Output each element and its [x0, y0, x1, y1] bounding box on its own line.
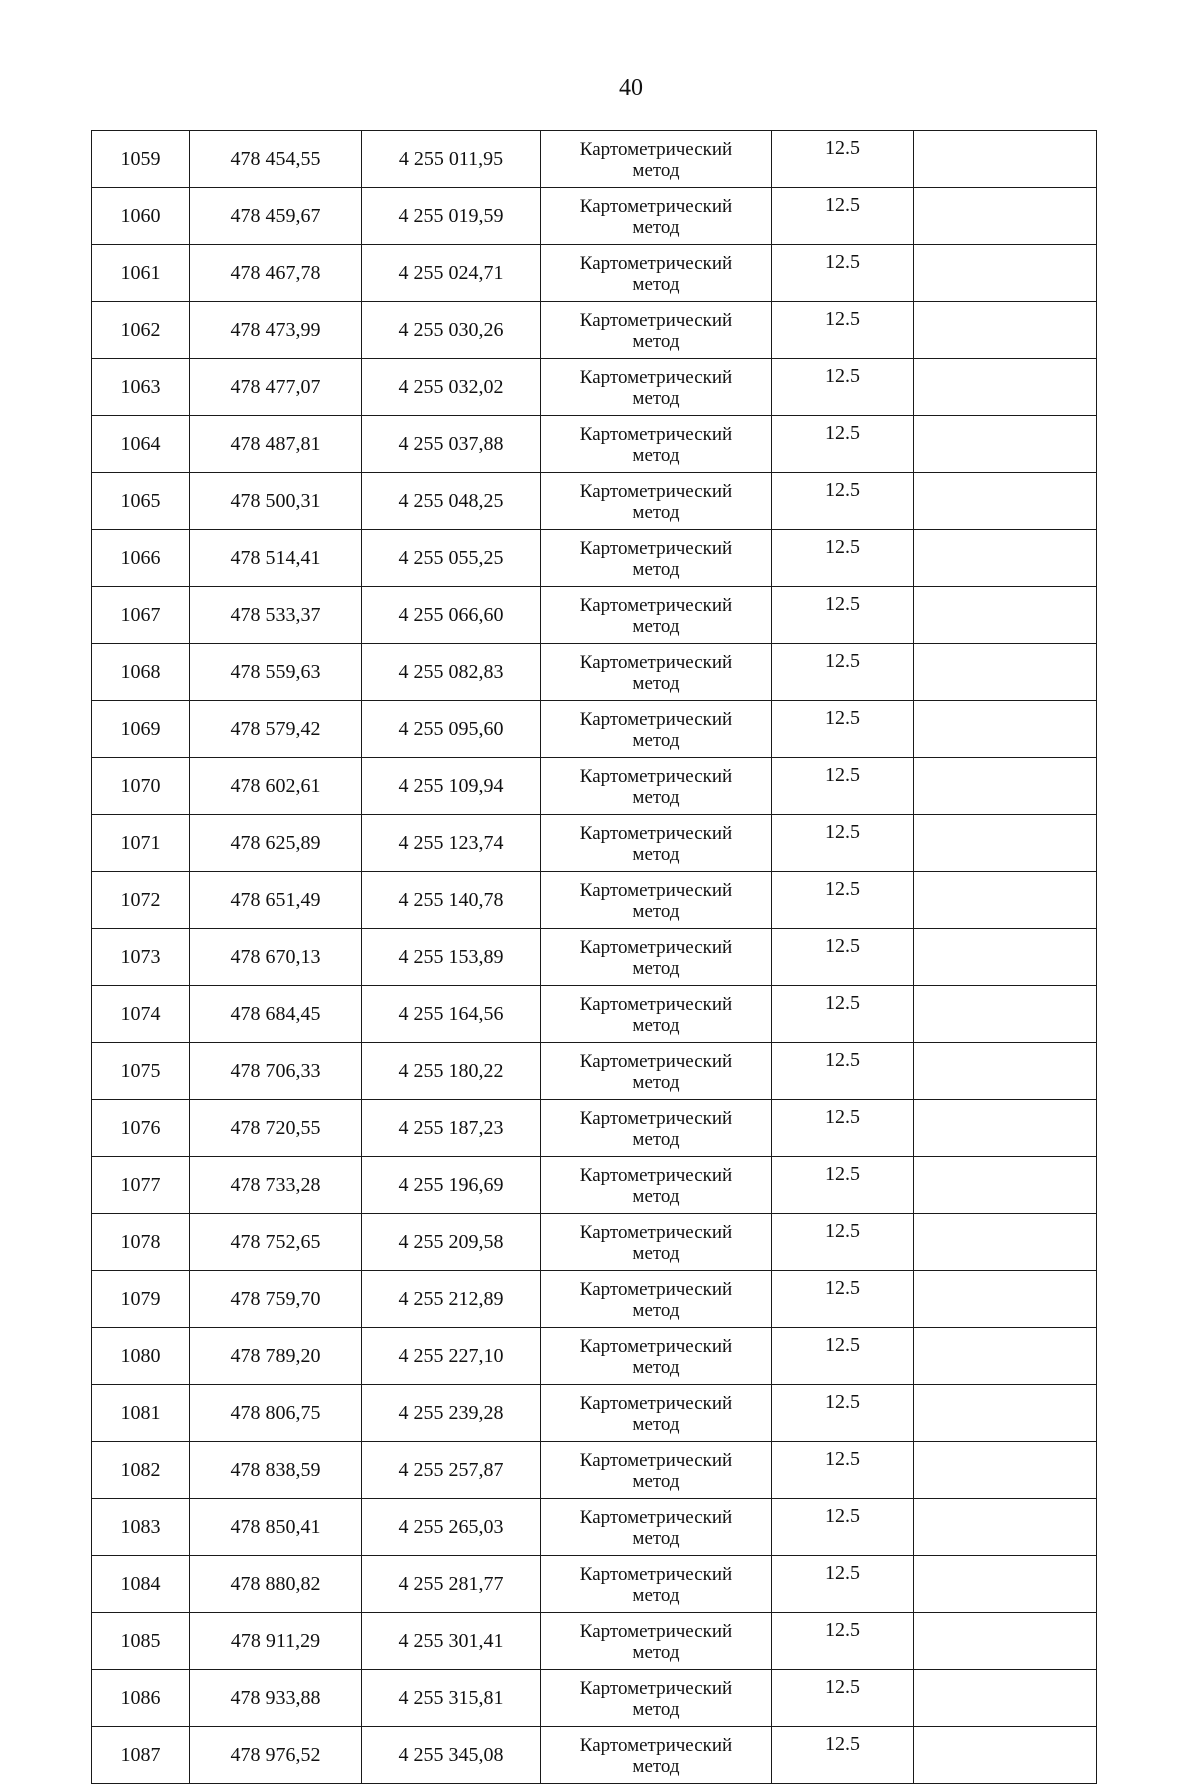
y-coordinate-cell: 4 255 153,89 [362, 929, 541, 986]
x-coordinate-cell: 478 684,45 [190, 986, 362, 1043]
precision-cell: 12.5 [772, 929, 914, 986]
coordinates-table [91, 130, 1097, 1784]
method-cell [541, 1613, 772, 1670]
point-id-cell: 1060 [92, 188, 190, 245]
point-id-cell: 1078 [92, 1214, 190, 1271]
note-cell [914, 1100, 1097, 1157]
note-cell [914, 302, 1097, 359]
method-label-line2: метод [632, 273, 680, 295]
table-row [92, 359, 1097, 416]
table-row [92, 1499, 1097, 1556]
method-label-line1: Картометрический [579, 366, 733, 388]
point-id-cell: 1086 [92, 1670, 190, 1727]
point-id-cell: 1087 [92, 1727, 190, 1784]
method-cell [541, 530, 772, 587]
note-cell [914, 131, 1097, 188]
table-row [92, 929, 1097, 986]
method-cell [541, 416, 772, 473]
note-cell [914, 1043, 1097, 1100]
table-row [92, 701, 1097, 758]
method-cell [541, 1499, 772, 1556]
x-coordinate-cell: 478 579,42 [190, 701, 362, 758]
y-coordinate-cell: 4 255 055,25 [362, 530, 541, 587]
method-label-line1: Картометрический [579, 1107, 733, 1129]
y-coordinate-cell: 4 255 066,60 [362, 587, 541, 644]
method-label-line2: метод [632, 1242, 680, 1264]
table-row [92, 1670, 1097, 1727]
method-cell [541, 1214, 772, 1271]
method-label-line1: Картометрический [579, 195, 733, 217]
method-cell [541, 1100, 772, 1157]
x-coordinate-cell: 478 706,33 [190, 1043, 362, 1100]
note-cell [914, 1670, 1097, 1727]
page-number: 40 [619, 75, 643, 101]
y-coordinate-cell: 4 255 196,69 [362, 1157, 541, 1214]
method-cell [541, 644, 772, 701]
note-cell [914, 1157, 1097, 1214]
precision-cell: 12.5 [772, 587, 914, 644]
y-coordinate-cell: 4 255 082,83 [362, 644, 541, 701]
precision-cell: 12.5 [772, 1157, 914, 1214]
x-coordinate-cell: 478 459,67 [190, 188, 362, 245]
table-row [92, 758, 1097, 815]
point-id-cell: 1085 [92, 1613, 190, 1670]
point-id-cell: 1062 [92, 302, 190, 359]
precision-cell: 12.5 [772, 1556, 914, 1613]
x-coordinate-cell: 478 759,70 [190, 1271, 362, 1328]
method-cell [541, 245, 772, 302]
y-coordinate-cell: 4 255 037,88 [362, 416, 541, 473]
point-id-cell: 1066 [92, 530, 190, 587]
note-cell [914, 1385, 1097, 1442]
method-cell [541, 1157, 772, 1214]
method-cell [541, 1442, 772, 1499]
method-label-line1: Картометрический [579, 822, 733, 844]
method-label-line1: Картометрический [579, 993, 733, 1015]
method-label-line1: Картометрический [579, 1734, 733, 1756]
table-row [92, 1328, 1097, 1385]
precision-cell: 12.5 [772, 302, 914, 359]
method-label-line1: Картометрический [579, 1563, 733, 1585]
y-coordinate-cell: 4 255 095,60 [362, 701, 541, 758]
x-coordinate-cell: 478 500,31 [190, 473, 362, 530]
y-coordinate-cell: 4 255 180,22 [362, 1043, 541, 1100]
method-label-line2: метод [632, 387, 680, 409]
point-id-cell: 1077 [92, 1157, 190, 1214]
note-cell [914, 587, 1097, 644]
x-coordinate-cell: 478 976,52 [190, 1727, 362, 1784]
table-row [92, 530, 1097, 587]
y-coordinate-cell: 4 255 281,77 [362, 1556, 541, 1613]
method-label-line2: метод [632, 672, 680, 694]
method-cell [541, 131, 772, 188]
method-label-line2: метод [632, 729, 680, 751]
note-cell [914, 245, 1097, 302]
method-label-line2: метод [632, 843, 680, 865]
y-coordinate-cell: 4 255 239,28 [362, 1385, 541, 1442]
method-label-line2: метод [632, 957, 680, 979]
x-coordinate-cell: 478 602,61 [190, 758, 362, 815]
y-coordinate-cell: 4 255 209,58 [362, 1214, 541, 1271]
precision-cell: 12.5 [772, 872, 914, 929]
method-label-line1: Картометрический [579, 651, 733, 673]
x-coordinate-cell: 478 733,28 [190, 1157, 362, 1214]
precision-cell: 12.5 [772, 815, 914, 872]
note-cell [914, 701, 1097, 758]
table-row [92, 188, 1097, 245]
x-coordinate-cell: 478 911,29 [190, 1613, 362, 1670]
method-label-line2: метод [632, 786, 680, 808]
table-row [92, 1556, 1097, 1613]
method-label-line2: метод [632, 159, 680, 181]
precision-cell: 12.5 [772, 1385, 914, 1442]
note-cell [914, 1556, 1097, 1613]
note-cell [914, 872, 1097, 929]
note-cell [914, 1499, 1097, 1556]
method-cell [541, 473, 772, 530]
x-coordinate-cell: 478 838,59 [190, 1442, 362, 1499]
point-id-cell: 1064 [92, 416, 190, 473]
note-cell [914, 986, 1097, 1043]
y-coordinate-cell: 4 255 123,74 [362, 815, 541, 872]
method-label-line2: метод [632, 444, 680, 466]
x-coordinate-cell: 478 880,82 [190, 1556, 362, 1613]
table-row [92, 587, 1097, 644]
table-row [92, 1727, 1097, 1784]
method-label-line2: метод [632, 1584, 680, 1606]
y-coordinate-cell: 4 255 315,81 [362, 1670, 541, 1727]
precision-cell: 12.5 [772, 1271, 914, 1328]
method-label-line2: метод [632, 330, 680, 352]
point-id-cell: 1073 [92, 929, 190, 986]
x-coordinate-cell: 478 806,75 [190, 1385, 362, 1442]
method-label-line2: метод [632, 1128, 680, 1150]
y-coordinate-cell: 4 255 345,08 [362, 1727, 541, 1784]
method-cell [541, 872, 772, 929]
point-id-cell: 1080 [92, 1328, 190, 1385]
note-cell [914, 416, 1097, 473]
method-label-line2: метод [632, 1014, 680, 1036]
method-cell [541, 359, 772, 416]
point-id-cell: 1061 [92, 245, 190, 302]
note-cell [914, 815, 1097, 872]
method-cell [541, 986, 772, 1043]
point-id-cell: 1083 [92, 1499, 190, 1556]
method-label-line1: Картометрический [579, 423, 733, 445]
method-cell [541, 1727, 772, 1784]
y-coordinate-cell: 4 255 048,25 [362, 473, 541, 530]
precision-cell: 12.5 [772, 758, 914, 815]
precision-cell: 12.5 [772, 1328, 914, 1385]
precision-cell: 12.5 [772, 245, 914, 302]
method-label-line1: Картометрический [579, 879, 733, 901]
note-cell [914, 1271, 1097, 1328]
table-row [92, 1214, 1097, 1271]
table-row [92, 416, 1097, 473]
y-coordinate-cell: 4 255 164,56 [362, 986, 541, 1043]
y-coordinate-cell: 4 255 140,78 [362, 872, 541, 929]
x-coordinate-cell: 478 933,88 [190, 1670, 362, 1727]
point-id-cell: 1069 [92, 701, 190, 758]
method-label-line1: Картометрический [579, 537, 733, 559]
point-id-cell: 1075 [92, 1043, 190, 1100]
method-label-line1: Картометрический [579, 138, 733, 160]
precision-cell: 12.5 [772, 530, 914, 587]
note-cell [914, 1613, 1097, 1670]
method-cell [541, 1670, 772, 1727]
method-label-line1: Картометрический [579, 1677, 733, 1699]
y-coordinate-cell: 4 255 032,02 [362, 359, 541, 416]
x-coordinate-cell: 478 467,78 [190, 245, 362, 302]
y-coordinate-cell: 4 255 030,26 [362, 302, 541, 359]
point-id-cell: 1072 [92, 872, 190, 929]
method-label-line1: Картометрический [579, 1620, 733, 1642]
table-row [92, 302, 1097, 359]
x-coordinate-cell: 478 651,49 [190, 872, 362, 929]
x-coordinate-cell: 478 559,63 [190, 644, 362, 701]
method-cell [541, 188, 772, 245]
y-coordinate-cell: 4 255 011,95 [362, 131, 541, 188]
method-label-line2: метод [632, 501, 680, 523]
method-label-line1: Картометрический [579, 252, 733, 274]
point-id-cell: 1074 [92, 986, 190, 1043]
method-cell [541, 701, 772, 758]
table-row [92, 644, 1097, 701]
x-coordinate-cell: 478 454,55 [190, 131, 362, 188]
method-cell [541, 758, 772, 815]
method-label-line1: Картометрический [579, 765, 733, 787]
x-coordinate-cell: 478 514,41 [190, 530, 362, 587]
method-label-line2: метод [632, 1071, 680, 1093]
precision-cell: 12.5 [772, 1043, 914, 1100]
method-label-line1: Картометрический [579, 480, 733, 502]
table-row [92, 1157, 1097, 1214]
precision-cell: 12.5 [772, 1442, 914, 1499]
y-coordinate-cell: 4 255 024,71 [362, 245, 541, 302]
x-coordinate-cell: 478 487,81 [190, 416, 362, 473]
method-label-line2: метод [632, 1755, 680, 1777]
precision-cell: 12.5 [772, 701, 914, 758]
method-label-line2: метод [632, 1470, 680, 1492]
table-row [92, 1100, 1097, 1157]
method-label-line1: Картометрический [579, 936, 733, 958]
method-label-line1: Картометрический [579, 1392, 733, 1414]
x-coordinate-cell: 478 473,99 [190, 302, 362, 359]
method-label-line2: метод [632, 1641, 680, 1663]
table-row [92, 1613, 1097, 1670]
note-cell [914, 473, 1097, 530]
precision-cell: 12.5 [772, 1613, 914, 1670]
y-coordinate-cell: 4 255 257,87 [362, 1442, 541, 1499]
method-label-line2: метод [632, 1356, 680, 1378]
point-id-cell: 1081 [92, 1385, 190, 1442]
x-coordinate-cell: 478 625,89 [190, 815, 362, 872]
x-coordinate-cell: 478 477,07 [190, 359, 362, 416]
point-id-cell: 1068 [92, 644, 190, 701]
precision-cell: 12.5 [772, 1727, 914, 1784]
table-row [92, 1442, 1097, 1499]
table-row [92, 131, 1097, 188]
y-coordinate-cell: 4 255 265,03 [362, 1499, 541, 1556]
x-coordinate-cell: 478 789,20 [190, 1328, 362, 1385]
y-coordinate-cell: 4 255 212,89 [362, 1271, 541, 1328]
point-id-cell: 1079 [92, 1271, 190, 1328]
table-row [92, 1385, 1097, 1442]
table-row [92, 245, 1097, 302]
point-id-cell: 1063 [92, 359, 190, 416]
method-label-line2: метод [632, 1698, 680, 1720]
point-id-cell: 1071 [92, 815, 190, 872]
point-id-cell: 1065 [92, 473, 190, 530]
method-label-line2: метод [632, 900, 680, 922]
precision-cell: 12.5 [772, 1499, 914, 1556]
note-cell [914, 1214, 1097, 1271]
method-cell [541, 929, 772, 986]
method-cell [541, 1328, 772, 1385]
table-row [92, 1271, 1097, 1328]
method-label-line1: Картометрический [579, 708, 733, 730]
method-label-line2: метод [632, 1413, 680, 1435]
x-coordinate-cell: 478 850,41 [190, 1499, 362, 1556]
precision-cell: 12.5 [772, 1100, 914, 1157]
point-id-cell: 1059 [92, 131, 190, 188]
table-row [92, 872, 1097, 929]
note-cell [914, 1727, 1097, 1784]
method-label-line1: Картометрический [579, 594, 733, 616]
x-coordinate-cell: 478 720,55 [190, 1100, 362, 1157]
point-id-cell: 1076 [92, 1100, 190, 1157]
method-cell [541, 302, 772, 359]
method-label-line2: метод [632, 1299, 680, 1321]
precision-cell: 12.5 [772, 644, 914, 701]
note-cell [914, 644, 1097, 701]
table-row [92, 986, 1097, 1043]
precision-cell: 12.5 [772, 473, 914, 530]
note-cell [914, 1442, 1097, 1499]
method-label-line2: метод [632, 1185, 680, 1207]
precision-cell: 12.5 [772, 131, 914, 188]
method-label-line2: метод [632, 558, 680, 580]
note-cell [914, 359, 1097, 416]
point-id-cell: 1067 [92, 587, 190, 644]
point-id-cell: 1082 [92, 1442, 190, 1499]
y-coordinate-cell: 4 255 187,23 [362, 1100, 541, 1157]
x-coordinate-cell: 478 670,13 [190, 929, 362, 986]
note-cell [914, 530, 1097, 587]
point-id-cell: 1070 [92, 758, 190, 815]
precision-cell: 12.5 [772, 1670, 914, 1727]
point-id-cell: 1084 [92, 1556, 190, 1613]
table-row [92, 1043, 1097, 1100]
method-label-line2: метод [632, 216, 680, 238]
precision-cell: 12.5 [772, 416, 914, 473]
x-coordinate-cell: 478 533,37 [190, 587, 362, 644]
y-coordinate-cell: 4 255 227,10 [362, 1328, 541, 1385]
precision-cell: 12.5 [772, 188, 914, 245]
note-cell [914, 929, 1097, 986]
method-cell [541, 587, 772, 644]
precision-cell: 12.5 [772, 359, 914, 416]
method-label-line2: метод [632, 615, 680, 637]
method-label-line1: Картометрический [579, 1506, 733, 1528]
method-label-line1: Картометрический [579, 1278, 733, 1300]
y-coordinate-cell: 4 255 301,41 [362, 1613, 541, 1670]
x-coordinate-cell: 478 752,65 [190, 1214, 362, 1271]
method-label-line2: метод [632, 1527, 680, 1549]
table-row [92, 815, 1097, 872]
method-label-line1: Картометрический [579, 1164, 733, 1186]
method-cell [541, 1556, 772, 1613]
method-label-line1: Картометрический [579, 1221, 733, 1243]
method-label-line1: Картометрический [579, 309, 733, 331]
method-label-line1: Картометрический [579, 1335, 733, 1357]
precision-cell: 12.5 [772, 986, 914, 1043]
note-cell [914, 1328, 1097, 1385]
note-cell [914, 758, 1097, 815]
method-label-line1: Картометрический [579, 1449, 733, 1471]
method-label-line1: Картометрический [579, 1050, 733, 1072]
precision-cell: 12.5 [772, 1214, 914, 1271]
method-cell [541, 1385, 772, 1442]
table-row [92, 473, 1097, 530]
y-coordinate-cell: 4 255 109,94 [362, 758, 541, 815]
method-cell [541, 1271, 772, 1328]
method-cell [541, 815, 772, 872]
method-cell [541, 1043, 772, 1100]
note-cell [914, 188, 1097, 245]
coordinates-table-body [92, 131, 1097, 1784]
y-coordinate-cell: 4 255 019,59 [362, 188, 541, 245]
